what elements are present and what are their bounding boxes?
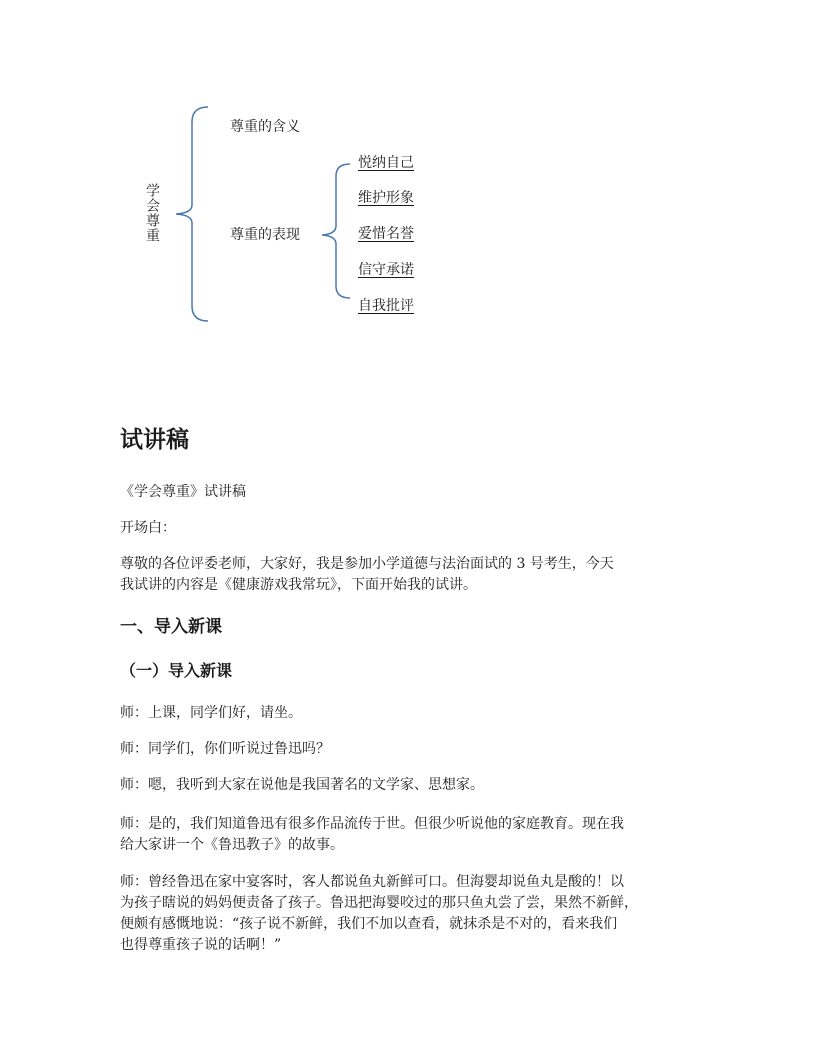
leaf-accept-self: 悦纳自己 [358, 155, 414, 171]
paragraph-line: 也得尊重孩子说的话啊！” [120, 937, 282, 953]
leaf-keep-promise: 信守承诺 [358, 262, 414, 278]
paragraph-1: 师：上课，同学们好，请坐。 [120, 705, 302, 721]
branch-manifestation-label: 尊重的表现 [230, 227, 300, 243]
paragraph-5 [120, 872, 710, 956]
paragraph-line: 为孩子瞎说的妈妈便责备了孩子。鲁迅把海婴咬过的那只鱼丸尝了尝，果然不新鲜， [120, 895, 638, 911]
section-heading: 一、导入新课 [120, 617, 222, 637]
leaf-cherish-reputation: 爱惜名誉 [358, 226, 414, 242]
opening-line: 尊敬的各位评委老师，大家好，我是参加小学道德与法治面试的 3 号考生，今天 [120, 556, 614, 572]
paragraph-2: 师：同学们，你们听说过鲁迅吗？ [120, 741, 330, 757]
mindmap-root-label: 学会尊重 [144, 183, 160, 243]
branch-meaning-label: 尊重的含义 [230, 119, 300, 135]
paragraph-3: 师：嗯，我听到大家在说他是我国著名的文学家、思想家。 [120, 777, 484, 793]
paragraph-line: 师：曾经鲁迅在家中宴客时，客人都说鱼丸新鲜可口。但海婴却说鱼丸是酸的！以 [120, 874, 624, 890]
root-bracket [176, 107, 208, 321]
paragraph-4 [120, 814, 710, 856]
leaf-maintain-image: 维护形象 [358, 190, 414, 206]
opening-label: 开场白： [120, 520, 176, 536]
subsection-heading: （一）导入新课 [120, 661, 233, 680]
opening-paragraph [120, 554, 710, 596]
page-title: 试讲稿 [120, 427, 189, 453]
branch-bracket [322, 164, 350, 298]
paragraph-line: 师：是的，我们知道鲁迅有很多作品流传于世。但很少听说他的家庭教育。现在我 [120, 816, 624, 832]
opening-line: 我试讲的内容是《健康游戏我常玩》，下面开始我的试讲。 [120, 577, 477, 593]
doc-subtitle: 《学会尊重》试讲稿 [120, 484, 246, 500]
paragraph-line: 给大家讲一个《鲁迅教子》的故事。 [120, 837, 344, 853]
leaf-self-criticism: 自我批评 [358, 298, 414, 314]
paragraph-line: 便颇有感慨地说：“孩子说不新鲜，我们不加以查看，就抹杀是不对的，看来我们 [120, 916, 618, 932]
